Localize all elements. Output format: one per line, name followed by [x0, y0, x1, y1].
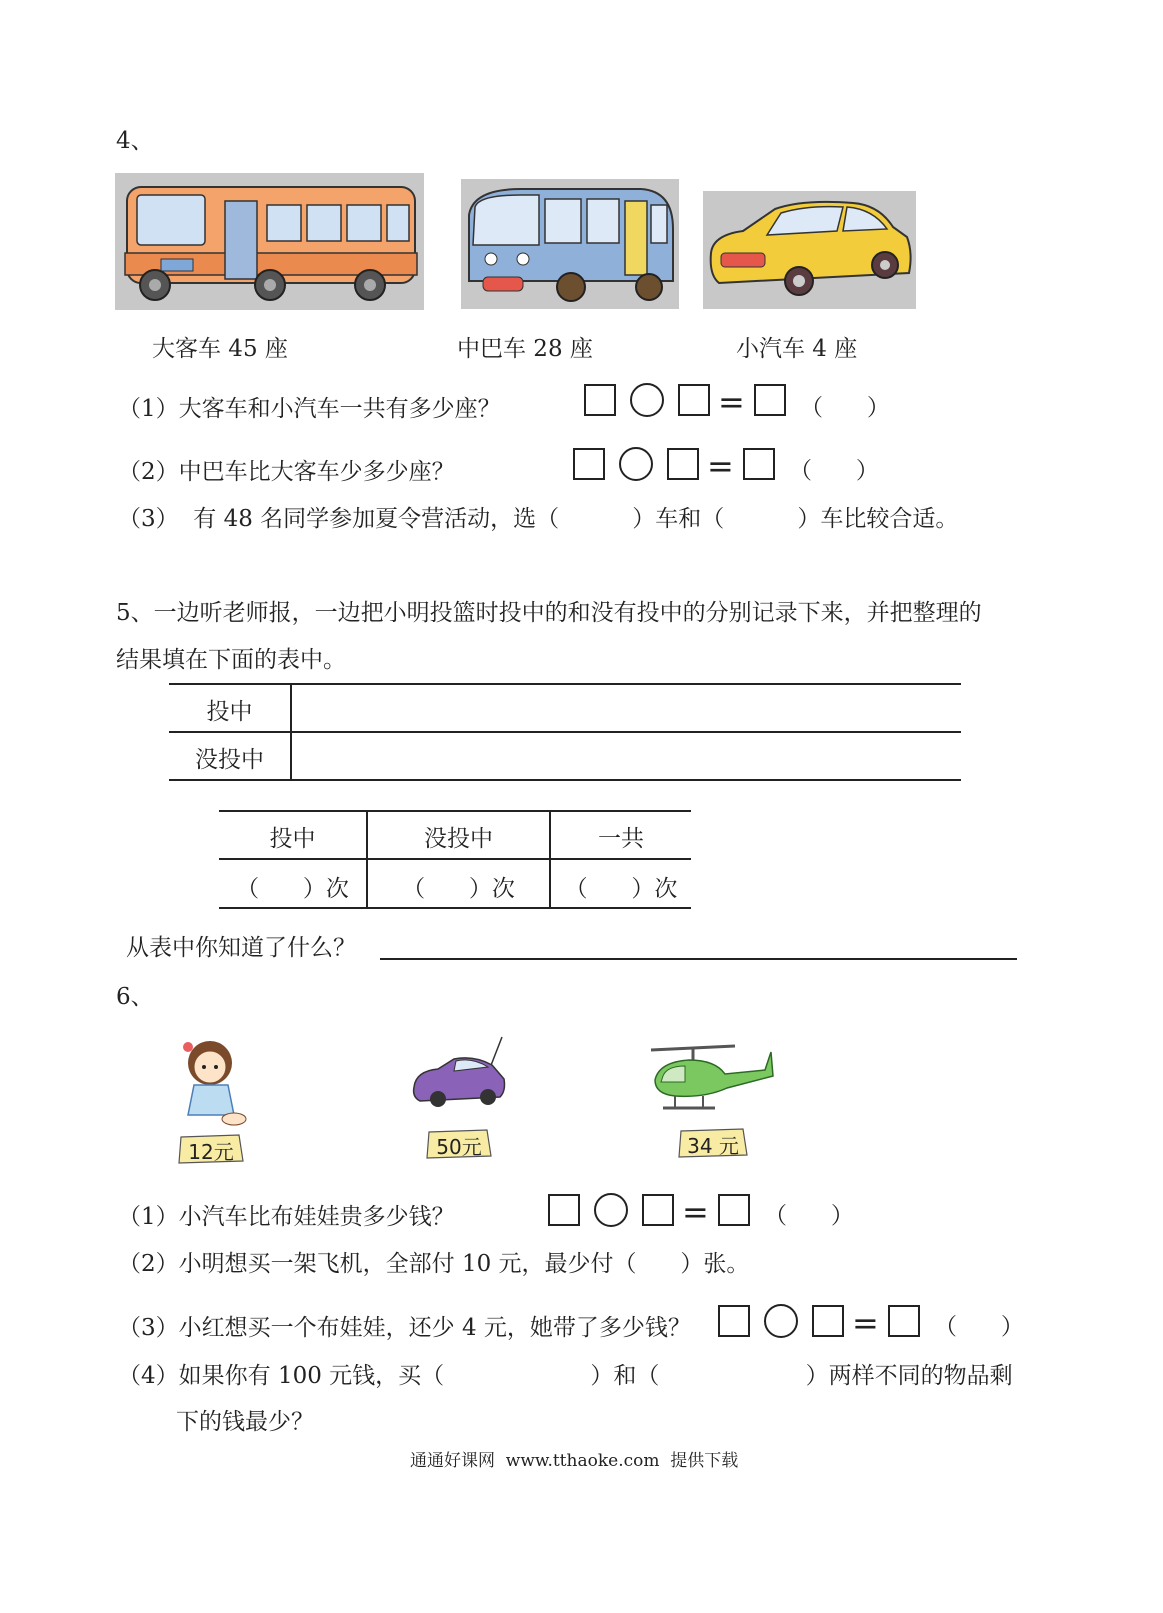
q5-line-1: 5、一边听老师报，一边把小明投篮时投中的和没有投中的分别记录下来，并把整理的 — [116, 600, 982, 626]
answer-box[interactable] — [754, 384, 786, 416]
footer-credit: 通通好课网 www.tthaoke.com 提供下载 — [410, 1451, 739, 1471]
q4-number: 4、 — [116, 128, 154, 154]
answer-box[interactable] — [718, 1194, 750, 1226]
answer-box[interactable] — [642, 1194, 674, 1226]
q6-question-2: （2）小明想买一架飞机，全部付 10 元，最少付（ ）张。 — [118, 1251, 750, 1277]
q5-line-2: 结果填在下面的表中。 — [116, 647, 346, 673]
record-row-label-miss: 没投中 — [195, 747, 264, 773]
summary-header-miss: 没投中 — [424, 826, 493, 852]
toy-car-icon — [408, 1035, 508, 1111]
helicopter-icon — [645, 1040, 775, 1118]
answer-box[interactable] — [678, 384, 710, 416]
q6-question-4: （4）如果你有 100 元钱，买（ ）和（ ）两样不同的物品剩 — [118, 1363, 1013, 1389]
big-bus-icon — [115, 173, 424, 310]
operator-circle[interactable] — [594, 1193, 628, 1227]
summary-cell-total[interactable]: （ ）次 — [564, 876, 678, 902]
equals-sign: = — [852, 1304, 879, 1342]
record-table — [169, 683, 961, 782]
summary-header-total: 一共 — [598, 826, 644, 852]
equals-sign: = — [682, 1193, 709, 1231]
operator-circle[interactable] — [764, 1304, 798, 1338]
equals-sign: = — [707, 447, 734, 485]
summary-cell-miss[interactable]: （ ）次 — [402, 876, 515, 902]
big-bus-label: 大客车 45 座 — [152, 336, 288, 362]
q6-question-4-continued: 下的钱最少？ — [176, 1409, 314, 1435]
q6-question-1: （1）小汽车比布娃娃贵多少钱？ — [118, 1204, 455, 1230]
q6-number: 6、 — [116, 984, 154, 1010]
answer-box[interactable] — [667, 448, 699, 480]
unit-blank[interactable]: （ ） — [934, 1314, 1024, 1340]
minibus-label: 中巴车 28 座 — [457, 336, 593, 362]
answer-box[interactable] — [812, 1305, 844, 1337]
summary-cell-hit[interactable]: （ ）次 — [236, 876, 349, 902]
answer-box[interactable] — [548, 1194, 580, 1226]
answer-box[interactable] — [743, 448, 775, 480]
answer-box[interactable] — [573, 448, 605, 480]
price-tag — [677, 1127, 749, 1159]
q4-question-1: （1）大客车和小汽车一共有多少座？ — [118, 396, 501, 422]
answer-box[interactable] — [584, 384, 616, 416]
summary-header-hit: 投中 — [269, 826, 316, 852]
answer-box[interactable] — [888, 1305, 920, 1337]
car-icon — [703, 191, 916, 309]
helicopter-price: 34 元 — [687, 1134, 739, 1158]
operator-circle[interactable] — [630, 383, 664, 417]
q4-question-2: （2）中巴车比大客车少多少座？ — [118, 459, 455, 485]
minibus-icon — [461, 179, 679, 309]
answer-box[interactable] — [718, 1305, 750, 1337]
record-row-label-hit: 投中 — [206, 699, 253, 725]
unit-blank[interactable]: （ ） — [789, 458, 879, 484]
car-label: 小汽车 4 座 — [736, 336, 858, 362]
price-tag — [425, 1128, 493, 1160]
unit-blank[interactable]: （ ） — [800, 395, 890, 421]
q4-question-3: （3） 有 48 名同学参加夏令营活动，选（ ）车和（ ）车比较合适。 — [118, 506, 959, 532]
unit-blank[interactable]: （ ） — [764, 1203, 854, 1229]
record-input-hit[interactable] — [293, 685, 959, 730]
doll-icon — [172, 1037, 252, 1127]
toy-car-price: 50元 — [436, 1135, 482, 1159]
q6-question-3: （3）小红想买一个布娃娃，还少 4 元，她带了多少钱？ — [118, 1315, 691, 1341]
operator-circle[interactable] — [619, 447, 653, 481]
equals-sign: = — [718, 383, 745, 421]
doll-price: 12元 — [188, 1140, 234, 1164]
price-tag — [177, 1133, 245, 1165]
q5-question: 从表中你知道了什么？ — [126, 935, 356, 961]
answer-line[interactable] — [380, 958, 1017, 960]
record-input-miss[interactable] — [293, 733, 959, 778]
summary-table — [219, 810, 691, 910]
